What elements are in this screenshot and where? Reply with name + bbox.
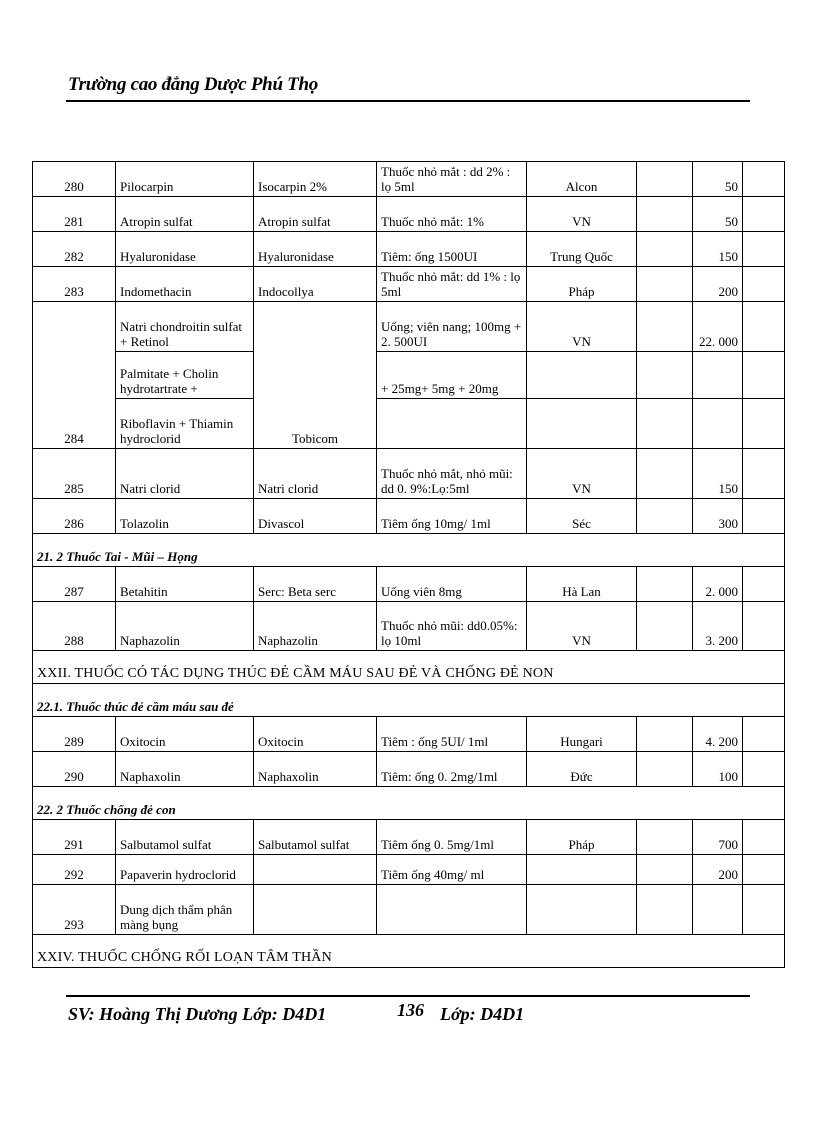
footer-class: Lớp: D4D1 (440, 1004, 525, 1024)
empty-cell (743, 752, 785, 787)
row-number: 282 (33, 232, 116, 267)
quantity: 2. 000 (693, 567, 743, 602)
empty-cell (743, 302, 785, 352)
table-row (33, 499, 785, 534)
origin: VN (527, 197, 637, 232)
row-number: 293 (33, 885, 116, 935)
empty-cell (637, 232, 693, 267)
footer-student: SV: Hoàng Thị Dương Lớp: D4D1 (68, 1004, 327, 1024)
empty-cell (743, 399, 785, 449)
table-row (33, 602, 785, 651)
origin: Hungari (527, 717, 637, 752)
dosage-form: Thuốc nhỏ mắt: 1% (377, 197, 527, 232)
brand-name: Naphazolin (254, 602, 377, 651)
quantity: 3. 200 (693, 602, 743, 651)
active-ingredient: Betahitin (116, 567, 254, 602)
brand-name: Divascol (254, 499, 377, 534)
brand-name: Hyaluronidase (254, 232, 377, 267)
origin (527, 885, 637, 935)
table-row (33, 567, 785, 602)
empty-cell (743, 855, 785, 885)
empty-cell (743, 449, 785, 499)
brand-name (254, 855, 377, 885)
quantity (693, 885, 743, 935)
brand-name: Salbutamol sulfat (254, 820, 377, 855)
active-ingredient: Palmitate + Cholin hydrotartrate + (116, 352, 254, 399)
section-row (33, 787, 785, 820)
active-ingredient: Natri clorid (116, 449, 254, 499)
brand-name: Oxitocin (254, 717, 377, 752)
row-number: 286 (33, 499, 116, 534)
origin: Alcon (527, 162, 637, 197)
empty-cell (637, 197, 693, 232)
table-row (33, 820, 785, 855)
empty-cell (527, 399, 637, 449)
dosage-form: Thuốc nhỏ mắt, nhỏ mũi: dd 0. 9%:Lọ:5ml (377, 449, 527, 499)
row-number: 292 (33, 855, 116, 885)
empty-cell (743, 267, 785, 302)
empty-cell (637, 885, 693, 935)
table-row (33, 197, 785, 232)
empty-cell (637, 352, 693, 399)
dosage-form (377, 885, 527, 935)
empty-cell (637, 449, 693, 499)
origin: Pháp (527, 820, 637, 855)
origin: Pháp (527, 267, 637, 302)
quantity: 150 (693, 449, 743, 499)
table-row (33, 449, 785, 499)
table-row (33, 399, 785, 449)
dosage-form: Thuốc nhỏ mắt: dd 1% : lọ 5ml (377, 267, 527, 302)
quantity: 700 (693, 820, 743, 855)
empty-cell (743, 232, 785, 267)
page-number: 136 (397, 1000, 424, 1020)
brand-name: Isocarpin 2% (254, 162, 377, 197)
row-number: 289 (33, 717, 116, 752)
origin: VN (527, 449, 637, 499)
empty-cell (637, 499, 693, 534)
empty-cell (743, 885, 785, 935)
table-row (33, 267, 785, 302)
active-ingredient: Hyaluronidase (116, 232, 254, 267)
active-ingredient: Oxitocin (116, 717, 254, 752)
active-ingredient: Natri chondroitin sulfat + Retinol (116, 302, 254, 352)
empty-cell (743, 352, 785, 399)
dosage-form: Uống; viên nang; 100mg + 2. 500UI (377, 302, 527, 352)
dosage-form: Uống viên 8mg (377, 567, 527, 602)
quantity: 200 (693, 267, 743, 302)
brand-name: Serc: Beta serc (254, 567, 377, 602)
row-number: 291 (33, 820, 116, 855)
dosage-form: Tiêm ống 0. 5mg/1ml (377, 820, 527, 855)
empty-cell (637, 752, 693, 787)
origin: Séc (527, 499, 637, 534)
active-ingredient: Naphazolin (116, 602, 254, 651)
chapter-row (33, 651, 785, 684)
section-heading: 22.1. Thuốc thúc đẻ cầm máu sau đẻ (33, 684, 785, 717)
active-ingredient: Riboflavin + Thiamin hydroclorid (116, 399, 254, 449)
brand-name: Naphaxolin (254, 752, 377, 787)
origin: Trung Quốc (527, 232, 637, 267)
quantity: 50 (693, 197, 743, 232)
empty-cell (637, 162, 693, 197)
empty-cell (743, 567, 785, 602)
brand-name: Indocollya (254, 267, 377, 302)
empty-cell (743, 197, 785, 232)
table-row (33, 302, 785, 352)
active-ingredient: Pilocarpin (116, 162, 254, 197)
drug-table (32, 161, 785, 968)
quantity: 150 (693, 232, 743, 267)
section-heading: 22. 2 Thuốc chống đẻ con (33, 787, 785, 820)
empty-cell (637, 302, 693, 352)
origin (527, 855, 637, 885)
quantity: 50 (693, 162, 743, 197)
empty-cell (637, 820, 693, 855)
table-row (33, 717, 785, 752)
dosage-form: Tiêm ống 40mg/ ml (377, 855, 527, 885)
section-row (33, 684, 785, 717)
quantity: 200 (693, 855, 743, 885)
origin: Hà Lan (527, 567, 637, 602)
origin: Đức (527, 752, 637, 787)
active-ingredient: Indomethacin (116, 267, 254, 302)
brand-name: Atropin sulfat (254, 197, 377, 232)
empty-cell (637, 855, 693, 885)
active-ingredient: Salbutamol sulfat (116, 820, 254, 855)
row-number: 290 (33, 752, 116, 787)
empty-cell (743, 717, 785, 752)
table-row (33, 162, 785, 197)
chapter-heading: XXII. THUỐC CÓ TÁC DỤNG THÚC ĐẺ CẦM MÁU SAU ĐẺ VÀ CHỐNG ĐẺ NON (33, 651, 785, 684)
row-number: 283 (33, 267, 116, 302)
table-row (33, 752, 785, 787)
empty-cell (637, 267, 693, 302)
empty-cell (637, 602, 693, 651)
quantity: 100 (693, 752, 743, 787)
dosage-form: Tiêm: ống 1500UI (377, 232, 527, 267)
active-ingredient: Naphaxolin (116, 752, 254, 787)
section-row (33, 534, 785, 567)
row-number: 288 (33, 602, 116, 651)
row-number: 284 (33, 302, 116, 449)
empty-cell (693, 399, 743, 449)
origin: VN (527, 302, 637, 352)
dosage-form: Thuốc nhỏ mắt : dd 2% : lọ 5ml (377, 162, 527, 197)
page-header-title: Trường cao đẳng Dược Phú Thọ (68, 74, 318, 95)
dosage-form: Tiêm ống 10mg/ 1ml (377, 499, 527, 534)
dosage-form: + 25mg+ 5mg + 20mg (377, 352, 527, 399)
empty-cell (637, 717, 693, 752)
active-ingredient: Dung dịch thẩm phân màng bụng (116, 885, 254, 935)
empty-cell (637, 399, 693, 449)
empty-cell (637, 567, 693, 602)
active-ingredient: Papaverin hydroclorid (116, 855, 254, 885)
quantity: 4. 200 (693, 717, 743, 752)
dosage-form: Tiêm : ống 5UI/ 1ml (377, 717, 527, 752)
active-ingredient: Tolazolin (116, 499, 254, 534)
row-number: 285 (33, 449, 116, 499)
empty-cell (377, 399, 527, 449)
empty-cell (743, 499, 785, 534)
chapter-heading: XXIV. THUỐC CHỐNG RỐI LOẠN TÂM THẦN (33, 935, 785, 968)
footer-rule (66, 995, 750, 997)
dosage-form: Tiêm: ống 0. 2mg/1ml (377, 752, 527, 787)
empty-cell (743, 820, 785, 855)
row-number: 281 (33, 197, 116, 232)
section-heading: 21. 2 Thuốc Tai - Mũi – Họng (33, 534, 785, 567)
table-row (33, 352, 785, 399)
brand-name: Tobicom (254, 302, 377, 449)
table-row (33, 885, 785, 935)
chapter-row (33, 935, 785, 968)
quantity: 22. 000 (693, 302, 743, 352)
table-row (33, 232, 785, 267)
empty-cell (743, 602, 785, 651)
origin: VN (527, 602, 637, 651)
active-ingredient: Atropin sulfat (116, 197, 254, 232)
row-number: 287 (33, 567, 116, 602)
brand-name (254, 885, 377, 935)
brand-name: Natri clorid (254, 449, 377, 499)
quantity: 300 (693, 499, 743, 534)
dosage-form: Thuốc nhỏ mũi: dd0.05%: lọ 10ml (377, 602, 527, 651)
empty-cell (527, 352, 637, 399)
row-number: 280 (33, 162, 116, 197)
empty-cell (743, 162, 785, 197)
table-row (33, 855, 785, 885)
empty-cell (693, 352, 743, 399)
header-rule (66, 100, 750, 102)
